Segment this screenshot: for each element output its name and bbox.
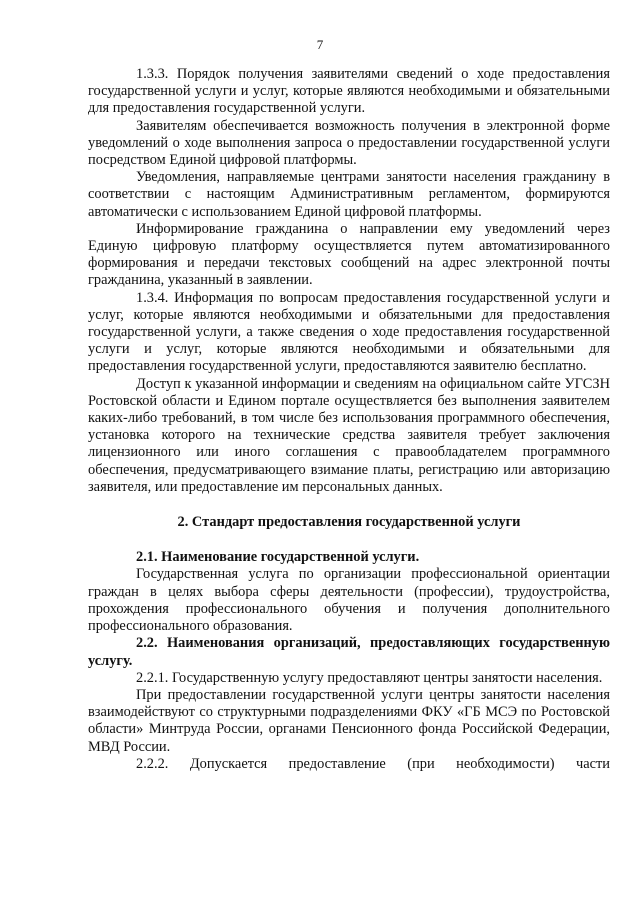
paragraph-notifications-auto: Уведомления, направляемые центрами занятости населения гражданину в соответствии с настоящим Административным регламентом, формируются автоматически с использованием Единой цифровой платформы. [88,169,610,220]
subsection-2-1-title: 2.1. Наименование государственной услуги. [136,549,420,566]
paragraph-1-3-4: 1.3.4. Информация по вопросам предоставления государственной услуги и услуг, которые являются необходимыми и обязательными для предоставления государственной услуги, а также сведения о ходе предоставления государственной услуги и услуг, которые являются необходимыми и обязательными для предоставления государственной услуги, предоставляются заявителю бесплатно. [88,289,610,375]
paragraph-access-info: Доступ к указанной информации и сведениям на официальном сайте УГСЗН Ростовской области и Едином портале осуществляется без выполнения заявителем каких-либо требований, в том числе без использования программного обеспечения, установка которого на технические средства заявителя требует заключения лицензионного или иного соглашения с правообладателем программного обеспечения, предусматривающего взимание платы, регистрацию или авторизацию заявителя, или предоставление им персональных данных. [88,375,610,495]
paragraph-2-1: Государственная услуга по организации профессиональной ориентации граждан в целях выбора сферы деятельности (профессии), трудоустройства, прохождения профессионального обучения и получения дополнительного профессионального образования. [88,566,610,635]
paragraph-notifications-access: Заявителям обеспечивается возможность получения в электронной форме уведомлений о ходе выполнения запроса о предоставлении государственной услуги посредством Единой цифровой платформы. [88,117,610,169]
paragraph-1-3-3: 1.3.3. Порядок получения заявителями сведений о ходе предоставления государственной услуги и услуг, которые являются необходимыми и обязательными для предоставления государственной услуги. [88,66,610,117]
page-number: 7 [316,37,324,52]
page-content [88,66,610,773]
paragraph-2-2-2: 2.2.2. Допускается предоставление (при необходимости) части [136,755,610,772]
section-heading: 2. Стандарт предоставления государственной услуги [177,514,521,531]
paragraph-2-2-1: 2.2.1. Государственную услугу предоставляют центры занятости населения. [136,669,603,686]
paragraph-informing: Информирование гражданина о направлении ему уведомлений через Единую цифровую платформу осуществляется путем автоматизированного формирования и передачи текстовых сообщений на адрес электронной почты гражданина, указанный в заявлении. [88,220,610,289]
paragraph-interaction: При предоставлении государственной услуги центры занятости населения взаимодействуют со структурными подразделениями ФКУ «ГБ МСЭ по Ростовской области» Минтруда России, органами Пенсионного фонда Российской Федерации, МВД России. [88,686,610,755]
subsection-2-2-title: 2.2. Наименования организаций, предоставляющих государственную услугу. [88,635,610,669]
